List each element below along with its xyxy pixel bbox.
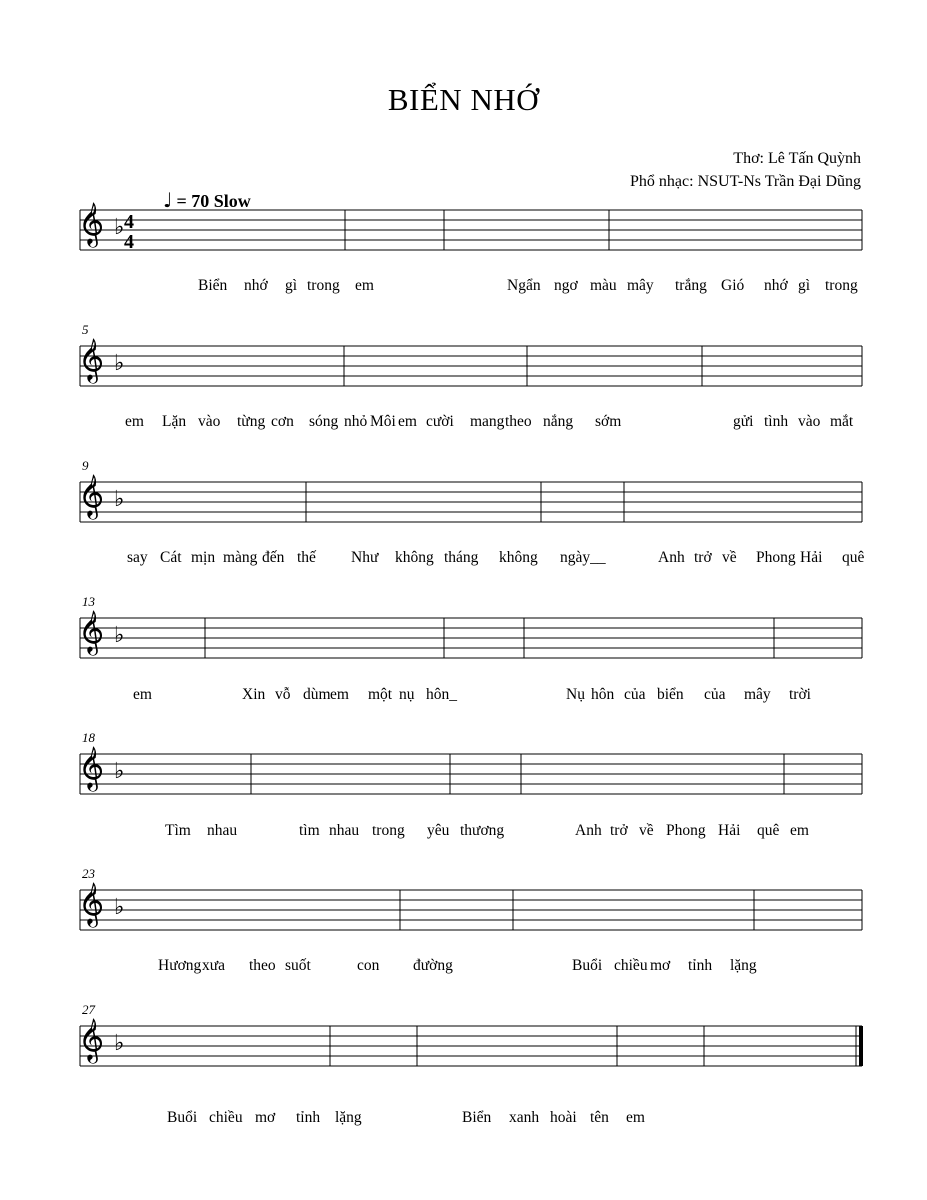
lyric-syllable: Anh — [575, 822, 602, 839]
flat-icon: ♭ — [114, 215, 125, 240]
lyric-syllable: em — [125, 413, 144, 430]
treble-clef-icon — [83, 338, 102, 383]
lyric-syllable: suốt — [285, 957, 311, 974]
lyric-syllable: trắng — [675, 277, 707, 294]
lyric-syllable: không — [395, 549, 434, 566]
tempo-text: = 70 Slow — [176, 191, 251, 211]
lyric-syllable: trở — [610, 822, 628, 839]
lyric-syllable: Anh — [658, 549, 685, 566]
lyric-syllable: biển — [657, 686, 684, 703]
lyric-syllable: trong — [825, 277, 858, 294]
lyric-syllable: không — [499, 549, 538, 566]
staff-lines-4 — [0, 600, 927, 725]
staff-lines-2 — [0, 328, 927, 453]
lyric-syllable: Môi — [370, 413, 396, 430]
lyric-syllable: con — [357, 957, 380, 974]
lyric-syllable: Hương — [158, 957, 202, 974]
lyric-syllable: Hải — [800, 549, 823, 566]
lyric-syllable: theo — [249, 957, 276, 974]
lyric-syllable: tình — [764, 413, 789, 430]
lyric-syllable: Nụ — [566, 686, 585, 703]
staff-system-2 — [0, 322, 927, 453]
lyric-syllable: cơn — [271, 413, 294, 430]
lyric-syllable: mơ — [255, 1109, 276, 1126]
staff-system-6 — [0, 866, 927, 997]
lyric-syllable: mắt — [830, 413, 854, 430]
lyric-syllable: tỉnh — [688, 957, 713, 974]
lyric-syllable: yêu — [427, 822, 450, 839]
lyric-syllable: tìm — [299, 822, 320, 839]
lyric-syllable: đến — [262, 549, 285, 566]
lyric-syllable: em — [398, 413, 417, 430]
lyric-syllable: quê — [842, 549, 865, 566]
lyric-syllable: em — [330, 686, 349, 703]
staff-lines-3 — [0, 464, 927, 589]
lyric-syllable: của — [704, 686, 726, 703]
lyric-syllable: ngày__ — [560, 549, 606, 566]
measure-number: 13 — [82, 594, 95, 609]
lyric-syllable: gì — [285, 277, 298, 294]
lyric-syllable: sóng — [309, 413, 339, 430]
composer-credit: Phổ nhạc: NSUT-Ns Trần Đại Dũng — [630, 173, 861, 190]
time-signature-bottom: 4 — [124, 231, 134, 253]
lyric-syllable: trong — [372, 822, 405, 839]
lyric-syllable: lặng — [730, 957, 757, 974]
staff-system-1 — [0, 192, 927, 317]
lyric-syllable: Hải — [718, 822, 741, 839]
measure-number: 5 — [82, 322, 89, 337]
lyric-syllable: cười — [426, 413, 454, 430]
lyric-syllable: tháng — [444, 549, 479, 566]
lyric-syllable: tỉnh — [296, 1109, 321, 1126]
lyric-syllable: chiều — [614, 957, 648, 974]
lyric-syllable: nụ — [399, 686, 415, 703]
lyric-syllable: trở — [694, 549, 712, 566]
lyric-syllable: em — [133, 686, 152, 703]
lyric-syllable: thương — [460, 822, 505, 839]
lyric-syllable: em — [626, 1109, 645, 1126]
poet-credit: Thơ: Lê Tấn Quỳnh — [733, 150, 861, 167]
lyric-syllable: lặng — [335, 1109, 362, 1126]
lyric-syllable: hoài — [550, 1109, 577, 1126]
flat-icon: ♭ — [114, 351, 125, 376]
lyric-syllable: Phong — [666, 822, 706, 839]
lyric-syllable: nhỏ — [344, 413, 368, 430]
lyric-syllable: Tìm — [165, 822, 191, 839]
lyric-syllable: đường — [413, 957, 453, 974]
lyric-syllable: Lặn — [162, 413, 187, 430]
lyric-syllable: vào — [198, 413, 221, 430]
staff-system-4 — [0, 594, 927, 725]
treble-clef-icon — [83, 610, 102, 655]
lyric-syllable: Xin — [242, 686, 266, 703]
flat-icon: ♭ — [114, 759, 125, 784]
measure-number: 18 — [82, 730, 95, 745]
lyric-syllable: màng — [223, 549, 258, 566]
lyric-syllable: em — [355, 277, 374, 294]
flat-icon: ♭ — [114, 623, 125, 648]
lyric-syllable: nhớ — [764, 277, 788, 294]
lyric-syllable: gửi — [733, 413, 754, 430]
lyric-syllable: Ngẩn — [507, 277, 541, 294]
lyric-syllable: tên — [590, 1109, 609, 1126]
lyric-syllable: Gió — [721, 277, 745, 294]
lyric-syllable: sớm — [595, 413, 622, 430]
lyric-syllable: xưa — [202, 957, 226, 974]
lyric-syllable: Như — [351, 549, 379, 566]
lyric-syllable: về — [639, 822, 654, 839]
measure-number: 9 — [82, 458, 89, 473]
lyric-syllable: nắng — [543, 413, 574, 430]
staff-system-3 — [0, 458, 927, 589]
lyric-syllable: Phong — [756, 549, 796, 566]
lyric-syllable: Buổi — [167, 1109, 198, 1126]
staff-lines-5 — [0, 736, 927, 861]
flat-icon: ♭ — [114, 487, 125, 512]
treble-clef-icon — [83, 202, 102, 247]
lyric-syllable: Buổi — [572, 957, 603, 974]
lyric-syllable: về — [722, 549, 737, 566]
lyric-syllable: nhớ — [244, 277, 268, 294]
lyric-syllable: của — [624, 686, 646, 703]
song-title: BIỂN NHỚ — [387, 82, 540, 117]
treble-clef-icon — [83, 746, 102, 791]
staff-lines-1 — [0, 192, 927, 317]
treble-clef-icon — [83, 1018, 102, 1063]
lyric-syllable: trong — [307, 277, 340, 294]
flat-icon: ♭ — [114, 895, 125, 920]
lyric-syllable: trời — [789, 686, 811, 703]
lyric-syllable: vỗ — [275, 686, 291, 703]
measure-number: 23 — [82, 866, 95, 881]
lyric-syllable: từng — [237, 413, 266, 430]
lyric-syllable: mang — [470, 413, 505, 430]
lyric-syllable: hôn_ — [426, 686, 457, 703]
lyric-syllable: hôn — [591, 686, 615, 703]
lyric-syllable: thế — [297, 549, 316, 566]
lyric-syllable: nhau — [329, 822, 360, 839]
lyric-syllable: mây — [627, 277, 654, 294]
lyric-syllable: say — [127, 549, 148, 566]
lyric-syllable: xanh — [509, 1109, 540, 1126]
lyric-syllable: em — [790, 822, 809, 839]
lyric-syllable: vào — [798, 413, 821, 430]
lyric-syllable: ngơ — [554, 277, 578, 294]
staff-system-5 — [0, 730, 927, 861]
lyric-syllable: mơ — [650, 957, 671, 974]
lyric-syllable: màu — [590, 277, 617, 294]
lyric-syllable: theo — [505, 413, 532, 430]
lyric-syllable: chiều — [209, 1109, 243, 1126]
lyric-syllable: Biển — [198, 277, 228, 294]
flat-icon: ♭ — [114, 1031, 125, 1056]
time-signature-top: 4 — [124, 211, 134, 233]
lyric-syllable: mịn — [191, 549, 216, 566]
lyric-syllable: quê — [757, 822, 780, 839]
lyric-syllable: Biển — [462, 1109, 492, 1126]
quarter-note-icon: ♩ — [163, 188, 173, 212]
lyric-syllable: một — [368, 686, 393, 703]
treble-clef-icon — [83, 882, 102, 927]
measure-number: 27 — [82, 1002, 95, 1017]
lyric-syllable: gì — [798, 277, 811, 294]
lyric-syllable: Cát — [160, 549, 182, 566]
staff-lines-6 — [0, 872, 927, 997]
lyric-syllable: nhau — [207, 822, 238, 839]
treble-clef-icon — [83, 474, 102, 519]
lyric-syllable: dùm — [303, 686, 331, 703]
lyric-syllable: mây — [744, 686, 771, 703]
